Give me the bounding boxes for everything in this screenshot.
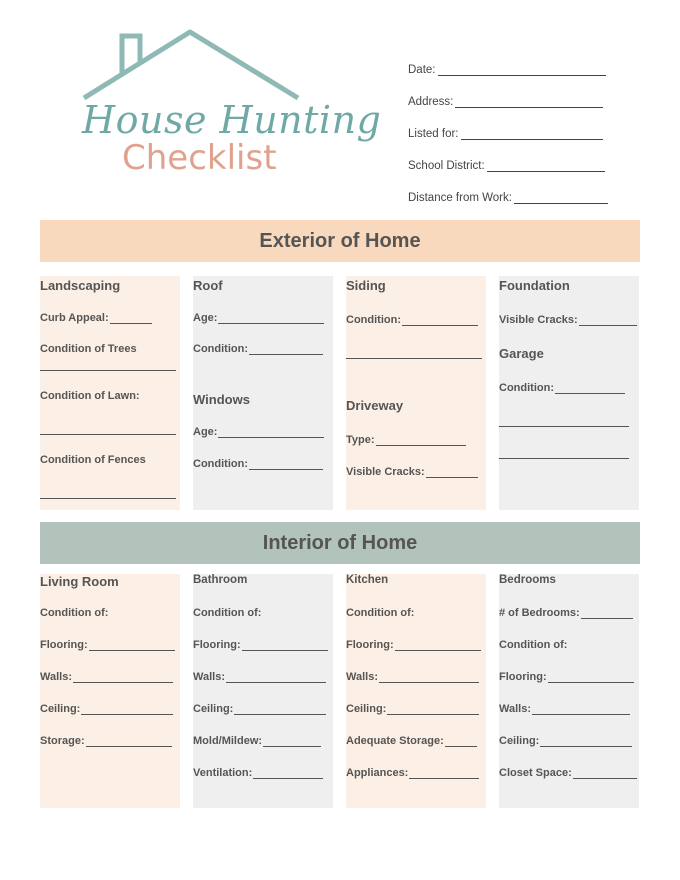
kitchen-walls-line[interactable]: [379, 672, 479, 683]
roof-condition-field[interactable]: [193, 343, 323, 355]
driveway-type-label: Type:: [346, 434, 375, 446]
roof-age-line[interactable]: [218, 313, 324, 324]
interior-heading: Interior of Home: [40, 522, 640, 564]
siding-extra-line[interactable]: [346, 358, 482, 359]
living-walls-field[interactable]: [40, 671, 173, 683]
windows-age-label: Age:: [193, 426, 218, 438]
living-flooring-line[interactable]: [89, 640, 175, 651]
date-line[interactable]: [438, 63, 606, 76]
logo: [70, 28, 382, 178]
kitchen-storage-label: Adequate Storage:: [346, 735, 444, 747]
living-ceiling-line[interactable]: [81, 704, 173, 715]
bedroom-count-label: # of Bedrooms:: [499, 607, 580, 619]
school-district-line[interactable]: [487, 159, 605, 172]
kitchen-ceiling-line[interactable]: [387, 704, 479, 715]
listed-for-line[interactable]: [461, 127, 603, 140]
bathroom-column: [193, 574, 333, 808]
listed-for-label: Listed for:: [408, 128, 459, 140]
roof-heading: Roof: [193, 278, 223, 293]
living-storage-field[interactable]: [40, 735, 172, 747]
foundation-garage-column: [499, 276, 639, 510]
curb-appeal-label: Curb Appeal:: [40, 312, 109, 324]
windows-condition-field[interactable]: [193, 458, 323, 470]
kitchen-ceiling-label: Ceiling:: [346, 703, 387, 715]
school-district-field[interactable]: [408, 140, 638, 172]
bed-closet-line[interactable]: [573, 768, 637, 779]
kitchen-storage-line[interactable]: [445, 736, 477, 747]
kitchen-flooring-line[interactable]: [395, 640, 481, 651]
siding-condition-line[interactable]: [402, 315, 478, 326]
landscaping-column: [40, 276, 180, 510]
trees-line[interactable]: [40, 370, 176, 371]
garage-condition-label: Condition:: [499, 382, 554, 394]
roof-condition-label: Condition:: [193, 343, 248, 355]
bath-ceiling-label: Ceiling:: [193, 703, 234, 715]
fences-label: Condition of Fences: [40, 454, 146, 466]
foundation-cracks-line[interactable]: [579, 315, 637, 326]
address-line[interactable]: [455, 95, 603, 108]
logo-title: House Hunting: [82, 98, 382, 142]
distance-from-work-field[interactable]: [408, 172, 638, 204]
bath-walls-label: Walls:: [193, 671, 225, 683]
bath-ventilation-field[interactable]: [193, 767, 323, 779]
roof-age-label: Age:: [193, 312, 218, 324]
driveway-cracks-label: Visible Cracks:: [346, 466, 425, 478]
living-flooring-label: Flooring:: [40, 639, 88, 651]
garage-condition-line[interactable]: [555, 383, 625, 394]
roof-condition-line[interactable]: [249, 344, 323, 355]
curb-appeal-line[interactable]: [110, 313, 152, 324]
living-storage-label: Storage:: [40, 735, 85, 747]
kitchen-appliances-line[interactable]: [409, 768, 479, 779]
garage-line-1[interactable]: [499, 426, 629, 427]
siding-heading: Siding: [346, 278, 386, 293]
distance-from-work-label: Distance from Work:: [408, 192, 512, 204]
living-ceiling-field[interactable]: [40, 703, 173, 715]
bed-closet-field[interactable]: [499, 767, 637, 779]
windows-age-line[interactable]: [218, 427, 324, 438]
bath-ceiling-field[interactable]: [193, 703, 326, 715]
kitchen-appliances-field[interactable]: [346, 767, 479, 779]
bed-ceiling-field[interactable]: [499, 735, 632, 747]
house-roof-icon: [70, 28, 370, 108]
address-field[interactable]: [408, 76, 638, 108]
siding-driveway-column: [346, 276, 486, 510]
kitchen-flooring-field[interactable]: [346, 639, 481, 651]
driveway-heading: Driveway: [346, 398, 404, 413]
kitchen-flooring-label: Flooring:: [346, 639, 394, 651]
siding-condition-label: Condition:: [346, 314, 401, 326]
bed-closet-label: Closet Space:: [499, 767, 572, 779]
living-storage-line[interactable]: [86, 736, 172, 747]
bed-walls-line[interactable]: [532, 704, 630, 715]
bath-mold-label: Mold/Mildew:: [193, 735, 263, 747]
bed-ceiling-line[interactable]: [540, 736, 632, 747]
living-condition-of-label: Condition of:: [40, 607, 109, 619]
driveway-cracks-line[interactable]: [426, 467, 478, 478]
kitchen-column: [346, 574, 486, 808]
bath-condition-of-label: Condition of:: [193, 607, 262, 619]
date-label: Date:: [408, 64, 436, 76]
living-walls-line[interactable]: [73, 672, 173, 683]
foundation-cracks-label: Visible Cracks:: [499, 314, 578, 326]
bath-flooring-line[interactable]: [242, 640, 328, 651]
kitchen-appliances-label: Appliances:: [346, 767, 409, 779]
living-ceiling-label: Ceiling:: [40, 703, 81, 715]
bedrooms-heading: Bedrooms: [499, 574, 556, 586]
living-room-heading: Living Room: [40, 574, 119, 589]
listed-for-field[interactable]: [408, 108, 638, 140]
date-field[interactable]: [408, 44, 638, 76]
bath-flooring-field[interactable]: [193, 639, 328, 651]
driveway-type-field[interactable]: [346, 434, 466, 446]
bed-walls-label: Walls:: [499, 703, 531, 715]
lawn-line[interactable]: [40, 434, 176, 435]
bath-ventilation-label: Ventilation:: [193, 767, 253, 779]
living-walls-label: Walls:: [40, 671, 72, 683]
distance-from-work-line[interactable]: [514, 191, 608, 204]
kitchen-condition-of-label: Condition of:: [346, 607, 415, 619]
roof-age-field[interactable]: [193, 312, 324, 324]
trees-label: Condition of Trees: [40, 343, 137, 355]
bath-walls-field[interactable]: [193, 671, 326, 683]
windows-age-field[interactable]: [193, 426, 324, 438]
kitchen-storage-field[interactable]: [346, 735, 477, 747]
windows-condition-line[interactable]: [249, 459, 323, 470]
logo-subtitle: Checklist: [122, 138, 277, 178]
bed-flooring-field[interactable]: [499, 671, 634, 683]
bed-flooring-line[interactable]: [548, 672, 634, 683]
garage-line-2[interactable]: [499, 458, 629, 459]
driveway-type-line[interactable]: [376, 435, 466, 446]
bedrooms-column: [499, 574, 639, 808]
bed-walls-field[interactable]: [499, 703, 630, 715]
garage-condition-field[interactable]: [499, 382, 625, 394]
bed-condition-of-label: Condition of:: [499, 639, 568, 651]
bath-mold-line[interactable]: [263, 736, 321, 747]
bath-walls-line[interactable]: [226, 672, 326, 683]
lawn-label: Condition of Lawn:: [40, 390, 140, 402]
kitchen-heading: Kitchen: [346, 574, 389, 586]
garage-heading: Garage: [499, 346, 544, 361]
bath-ceiling-line[interactable]: [234, 704, 326, 715]
foundation-cracks-field[interactable]: [499, 314, 637, 326]
kitchen-walls-label: Walls:: [346, 671, 378, 683]
living-flooring-field[interactable]: [40, 639, 175, 651]
bath-mold-field[interactable]: [193, 735, 321, 747]
kitchen-walls-field[interactable]: [346, 671, 479, 683]
bath-ventilation-line[interactable]: [253, 768, 323, 779]
siding-condition-field[interactable]: [346, 314, 478, 326]
windows-condition-label: Condition:: [193, 458, 248, 470]
curb-appeal-field[interactable]: [40, 312, 152, 324]
bedroom-count-field[interactable]: [499, 607, 633, 619]
bedroom-count-line[interactable]: [581, 608, 633, 619]
foundation-heading: Foundation: [499, 278, 570, 293]
bathroom-heading: Bathroom: [193, 574, 248, 586]
roof-windows-column: [193, 276, 333, 510]
landscaping-heading: Landscaping: [40, 278, 121, 293]
fences-line[interactable]: [40, 498, 176, 499]
bath-flooring-label: Flooring:: [193, 639, 241, 651]
kitchen-ceiling-field[interactable]: [346, 703, 479, 715]
info-fields: [408, 44, 638, 204]
living-room-column: [40, 574, 180, 808]
bed-ceiling-label: Ceiling:: [499, 735, 540, 747]
exterior-heading: Exterior of Home: [40, 220, 640, 262]
driveway-cracks-field[interactable]: [346, 466, 478, 478]
bed-flooring-label: Flooring:: [499, 671, 547, 683]
address-label: Address:: [408, 96, 454, 108]
school-district-label: School District:: [408, 160, 485, 172]
windows-heading: Windows: [193, 392, 250, 407]
